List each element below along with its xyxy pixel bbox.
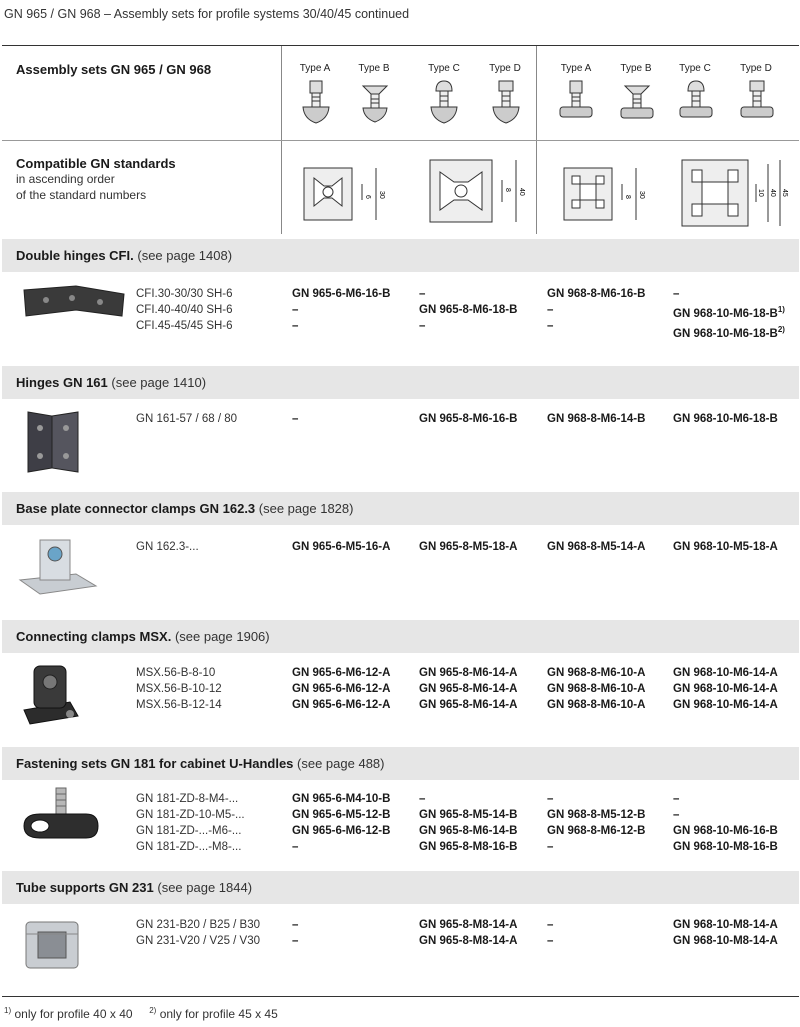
part-number: GN 965-8-M5-18-A (419, 541, 518, 553)
part-number: – (547, 841, 554, 853)
footnotes (4, 1006, 278, 1021)
part-number: GN 965-8-M6-18-B (419, 304, 518, 316)
part-number: – (419, 288, 426, 300)
part-number: GN 965-8-M8-14-A (419, 919, 518, 931)
section-title: Connecting clamps MSX. (16, 629, 172, 644)
part-number: GN 965-8-M6-14-A (419, 699, 518, 711)
screw-type-a-icon (300, 79, 332, 127)
screw-type-d-icon (739, 79, 775, 127)
standard-item: MSX.56-B-12-14 (136, 699, 222, 711)
part-number: GN 968-8-M6-16-B (547, 288, 646, 300)
section-header (2, 492, 799, 525)
part-number: – (673, 288, 680, 300)
part-number: – (547, 320, 554, 332)
footnote-mark: 2) (777, 324, 785, 334)
section-title: Tube supports GN 231 (16, 880, 154, 895)
profile-30-icon (300, 164, 390, 226)
profile-dim: 30 (638, 191, 645, 199)
page-ref: (see page 1408) (137, 248, 233, 263)
type-label: Type C (679, 63, 711, 74)
part-number: – (292, 413, 299, 425)
type-label: Type B (620, 63, 652, 74)
profile-45-icon (678, 156, 788, 232)
standard-item: GN 162.3-... (136, 541, 199, 553)
screw-type-b-icon (359, 84, 391, 126)
page-ref: (see page 488) (297, 756, 385, 771)
profile-dim: 10 (757, 189, 764, 197)
profile-30-icon (560, 164, 650, 226)
standard-item: MSX.56-B-8-10 (136, 667, 216, 679)
compat-title: Compatible GN standards (16, 156, 176, 171)
part-number: GN 968-8-M6-14-B (547, 413, 646, 425)
assembly-table (2, 45, 799, 997)
divider (2, 140, 799, 141)
part-number: GN 965-6-M5-16-A (292, 541, 391, 553)
part-number: GN 965-8-M6-14-B (419, 825, 518, 837)
type-label: Type B (358, 63, 390, 74)
part-number: GN 968-10-M6-16-B (673, 825, 778, 837)
section-header (2, 366, 799, 399)
page-ref: (see page 1410) (111, 375, 207, 390)
page-title: GN 965 / GN 968 – Assembly sets for profile systems 30/40/45 continued (4, 7, 410, 21)
part-number: – (547, 935, 554, 947)
standard-item: GN 181-ZD-8-M4-... (136, 793, 239, 805)
profile-40-icon (426, 156, 526, 228)
connecting-clamp-icon (16, 660, 126, 730)
tube-support-icon (16, 912, 126, 976)
hinge-icon (16, 408, 126, 476)
footnote-text: only for profile 45 x 45 (159, 1007, 278, 1021)
profile-dim: 8 (624, 195, 631, 199)
type-label: Type C (428, 63, 460, 74)
footnote-text: only for profile 40 x 40 (14, 1007, 133, 1021)
footnote-mark: 1) (777, 305, 785, 314)
standard-item: MSX.56-B-10-12 (136, 683, 222, 695)
footnote-mark: 1) (4, 1006, 12, 1015)
part-number: GN 968-10-M6-14-A (673, 667, 778, 679)
part-number: – (673, 793, 680, 805)
type-label: Type A (560, 63, 592, 74)
base-plate-clamp-icon (16, 534, 126, 600)
part-number: GN 968-8-M5-12-B (547, 809, 646, 821)
standard-item: CFI.40-40/40 SH-6 (136, 304, 233, 316)
part-number: GN 968-10-M8-14-A (673, 919, 778, 931)
page-ref: (see page 1844) (157, 880, 253, 895)
part-number: GN 965-8-M6-16-B (419, 413, 518, 425)
part-number: GN 968-10-M6-14-A (673, 699, 778, 711)
part-number: – (547, 793, 554, 805)
standard-item: GN 181-ZD-...-M8-... (136, 841, 242, 853)
part-number: – (292, 935, 299, 947)
part-number: – (419, 793, 426, 805)
part-number: GN 965-6-M6-16-B (292, 288, 391, 300)
part-number: – (292, 841, 299, 853)
part-number: GN 968-8-M6-10-A (547, 699, 646, 711)
screw-type-c-icon (428, 79, 460, 127)
part-number: GN 968-10-M6-18-B (673, 307, 778, 320)
standard-item: GN 231-V20 / V25 / V30 (136, 935, 261, 947)
part-number: GN 968-10-M6-14-A (673, 683, 778, 695)
profile-dim: 40 (518, 188, 525, 196)
part-number: – (419, 320, 426, 332)
part-number: GN 968-8-M6-10-A (547, 683, 646, 695)
standard-item: CFI.45-45/45 SH-6 (136, 320, 233, 332)
type-label: Type D (740, 63, 772, 74)
part-number: – (547, 304, 554, 316)
section-title: Fastening sets GN 181 for cabinet U-Handles (16, 756, 294, 771)
compat-subtitle: in ascending order (16, 172, 115, 186)
profile-dim: 8 (504, 188, 511, 192)
fastening-set-icon (16, 786, 126, 854)
part-number: – (292, 919, 299, 931)
part-number: GN 968-8-M6-10-A (547, 667, 646, 679)
standard-item: CFI.30-30/30 SH-6 (136, 288, 233, 300)
part-number: GN 965-8-M6-14-A (419, 683, 518, 695)
section-header (2, 871, 799, 904)
footnote-mark: 2) (149, 1006, 157, 1015)
table-title: Assembly sets GN 965 / GN 968 (16, 62, 212, 77)
part-number: – (547, 919, 554, 931)
part-number: GN 968-10-M8-16-B (673, 841, 778, 853)
part-number: GN 965-6-M6-12-A (292, 667, 391, 679)
standard-item: GN 161-57 / 68 / 80 (136, 413, 238, 425)
part-number: GN 965-8-M5-14-B (419, 809, 518, 821)
compat-subtitle: of the standard numbers (16, 188, 147, 202)
screw-type-c-icon (678, 79, 714, 127)
part-number: GN 965-8-M6-14-A (419, 667, 518, 679)
part-number: GN 965-6-M5-12-B (292, 809, 391, 821)
profile-dim: 45 (781, 189, 788, 197)
part-number: GN 965-6-M6-12-A (292, 699, 391, 711)
part-number: GN 968-10-M6-18-B (673, 327, 778, 340)
part-number: GN 965-6-M6-12-B (292, 825, 391, 837)
profile-dim: 40 (769, 189, 776, 197)
part-number: – (292, 320, 299, 332)
part-number: GN 965-8-M8-16-B (419, 841, 518, 853)
section-title: Hinges GN 161 (16, 375, 108, 390)
section-title: Base plate connector clamps GN 162.3 (16, 501, 256, 516)
profile-dim: 6 (364, 195, 371, 199)
profile-dim: 30 (378, 191, 385, 199)
type-label: Type A (299, 63, 331, 74)
part-number: GN 965-6-M4-10-B (292, 793, 391, 805)
section-header (2, 239, 799, 272)
type-label: Type D (489, 63, 521, 74)
part-number: – (292, 304, 299, 316)
page-ref: (see page 1828) (258, 501, 354, 516)
screw-type-b-icon (619, 84, 655, 126)
standard-item: GN 181-ZD-...-M6-... (136, 825, 242, 837)
part-number: GN 968-8-M6-12-B (547, 825, 646, 837)
page-ref: (see page 1906) (174, 629, 270, 644)
standard-item: GN 231-B20 / B25 / B30 (136, 919, 261, 931)
part-number: GN 968-10-M8-14-A (673, 935, 778, 947)
section-header (2, 747, 799, 780)
part-number: GN 968-8-M5-14-A (547, 541, 646, 553)
section-header (2, 620, 799, 653)
section-title: Double hinges CFI. (16, 248, 134, 263)
double-hinge-icon (16, 280, 126, 330)
part-number: GN 968-10-M5-18-A (673, 541, 778, 553)
screw-type-d-icon (490, 79, 522, 127)
screw-type-a-icon (558, 79, 594, 127)
part-number: GN 965-6-M6-12-A (292, 683, 391, 695)
standard-item: GN 181-ZD-10-M5-... (136, 809, 245, 821)
part-number: GN 965-8-M8-14-A (419, 935, 518, 947)
part-number: GN 968-10-M6-18-B (673, 413, 778, 425)
part-number: – (673, 809, 680, 821)
